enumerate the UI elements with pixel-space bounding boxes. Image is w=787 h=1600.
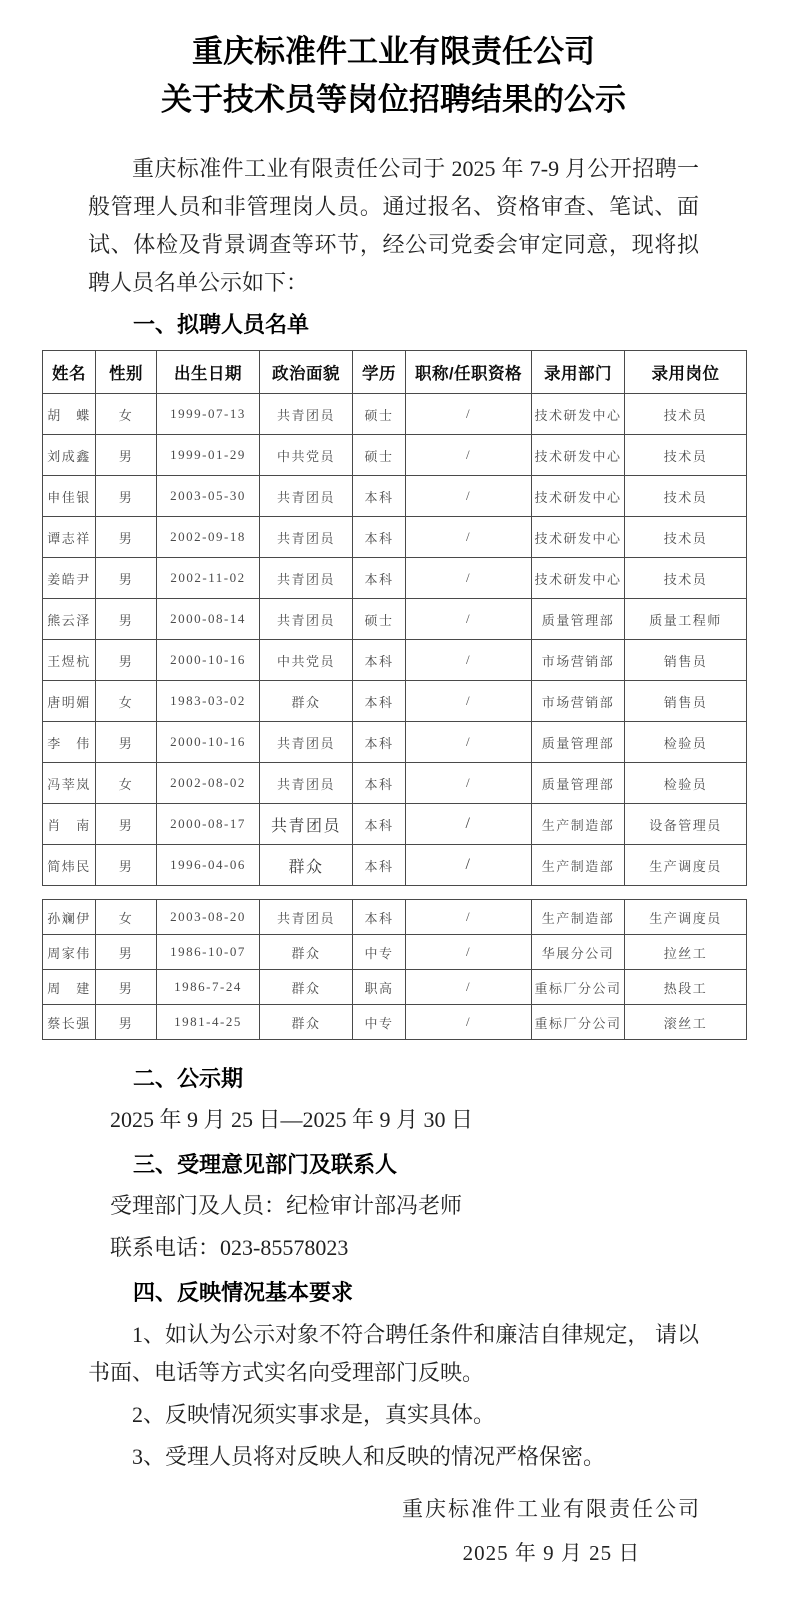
table-cell: 销售员 — [625, 681, 747, 722]
table-cell: 热段工 — [625, 970, 747, 1005]
requirement-item-2: 2、反映情况须实事求是，真实具体。 — [132, 1402, 496, 1427]
table-cell: 硕士 — [353, 394, 406, 435]
table-cell: 共青团员 — [260, 517, 353, 558]
table-cell: 本科 — [353, 804, 406, 845]
requirement-item-1: 1、如认为公示对象不符合聘任条件和廉洁自律规定， 请以书面、电话等方式实名向受理部门反映。 — [88, 1322, 699, 1385]
table-cell: 男 — [96, 722, 157, 763]
table-cell: / — [406, 970, 532, 1005]
table-cell: / — [406, 435, 532, 476]
table-cell: 技术员 — [625, 394, 747, 435]
table-cell: 1986-10-07 — [157, 935, 260, 970]
table-cell: 周 建 — [43, 970, 96, 1005]
title-line-2: 关于技术员等岗位招聘结果的公示 — [161, 82, 626, 117]
table-cell: / — [406, 722, 532, 763]
table-cell: 拉丝工 — [625, 935, 747, 970]
table-cell: 男 — [96, 970, 157, 1005]
table-cell: 2002-09-18 — [157, 517, 260, 558]
table-cell: 共青团员 — [260, 599, 353, 640]
title-line-1: 重庆标准件工业有限责任公司 — [192, 34, 595, 69]
table-cell: 蔡长强 — [43, 1005, 96, 1040]
table-cell: 生产调度员 — [625, 845, 747, 886]
table-cell: 男 — [96, 935, 157, 970]
table-cell: / — [406, 517, 532, 558]
table-header-row — [43, 351, 747, 394]
table-cell: 胡 蝶 — [43, 394, 96, 435]
table-cell: 男 — [96, 517, 157, 558]
table-cell: 孙斓伊 — [43, 900, 96, 935]
table-cell: 检验员 — [625, 763, 747, 804]
table-row — [43, 1005, 747, 1040]
table-row — [43, 970, 747, 1005]
table-row — [43, 640, 747, 681]
table-cell: 共青团员 — [260, 476, 353, 517]
table-cell: 男 — [96, 599, 157, 640]
table-cell: 技术员 — [625, 517, 747, 558]
table-cell: 技术研发中心 — [532, 558, 625, 599]
table-cell: 本科 — [353, 476, 406, 517]
table-cell: 男 — [96, 435, 157, 476]
table-cell: 冯莘岚 — [43, 763, 96, 804]
page-title — [0, 0, 787, 124]
table-cell: / — [406, 763, 532, 804]
table-cell: 刘成鑫 — [43, 435, 96, 476]
table-cell: 周家伟 — [43, 935, 96, 970]
table-header-cell: 出生日期 — [157, 351, 260, 394]
table-cell: 华展分公司 — [532, 935, 625, 970]
table-cell: 男 — [96, 845, 157, 886]
table-row — [43, 558, 747, 599]
table-cell: 肖 南 — [43, 804, 96, 845]
table-cell: 王煜杭 — [43, 640, 96, 681]
table-cell: 女 — [96, 900, 157, 935]
table-cell: 群众 — [260, 970, 353, 1005]
table-cell: 硕士 — [353, 599, 406, 640]
table-row — [43, 517, 747, 558]
table-cell: 共青团员 — [260, 394, 353, 435]
table-cell: 销售员 — [625, 640, 747, 681]
table-header-cell: 职称/任职资格 — [406, 351, 532, 394]
table-cell: 1996-04-06 — [157, 845, 260, 886]
table-cell: 1981-4-25 — [157, 1005, 260, 1040]
table-cell: 谭志祥 — [43, 517, 96, 558]
table-cell: / — [406, 900, 532, 935]
table-cell: 技术研发中心 — [532, 394, 625, 435]
table-cell: 本科 — [353, 845, 406, 886]
table-cell: 女 — [96, 681, 157, 722]
table-row — [43, 681, 747, 722]
table-cell: 技术研发中心 — [532, 476, 625, 517]
table-row — [43, 435, 747, 476]
footer-date: 2025 年 9 月 25 日 — [462, 1541, 641, 1565]
table-cell: 质量工程师 — [625, 599, 747, 640]
table-cell: 女 — [96, 763, 157, 804]
table-cell: 生产制造部 — [532, 845, 625, 886]
roster-table-part1 — [42, 350, 747, 886]
table-cell: / — [406, 804, 532, 845]
table-cell: 本科 — [353, 763, 406, 804]
table-row — [43, 900, 747, 935]
table-cell: 滚丝工 — [625, 1005, 747, 1040]
table-header-cell: 性别 — [96, 351, 157, 394]
table-cell: 职高 — [353, 970, 406, 1005]
table-cell: 群众 — [260, 1005, 353, 1040]
table-cell: 本科 — [353, 722, 406, 763]
table-cell: 本科 — [353, 517, 406, 558]
table-cell: 中专 — [353, 935, 406, 970]
table-cell: 质量管理部 — [532, 722, 625, 763]
table-cell: 重标厂分公司 — [532, 1005, 625, 1040]
table-cell: 中专 — [353, 1005, 406, 1040]
table-header-cell: 录用岗位 — [625, 351, 747, 394]
table-cell: 1999-07-13 — [157, 394, 260, 435]
table-cell: 硕士 — [353, 435, 406, 476]
table-cell: 生产调度员 — [625, 900, 747, 935]
table-cell: 2002-11-02 — [157, 558, 260, 599]
table-cell: 质量管理部 — [532, 599, 625, 640]
table-cell: 本科 — [353, 681, 406, 722]
table-cell: 共青团员 — [260, 558, 353, 599]
table-cell: 中共党员 — [260, 435, 353, 476]
requirement-item-3: 3、受理人员将对反映人和反映的情况严格保密。 — [132, 1444, 606, 1469]
table-cell: 技术员 — [625, 476, 747, 517]
table-cell: 1999-01-29 — [157, 435, 260, 476]
table-cell: / — [406, 681, 532, 722]
footer-company-name: 重庆标准件工业有限责任公司 — [402, 1497, 701, 1521]
table-cell: 本科 — [353, 558, 406, 599]
table-cell: 技术研发中心 — [532, 517, 625, 558]
table-cell: 共青团员 — [260, 804, 353, 845]
table-cell: 群众 — [260, 935, 353, 970]
table-cell: 男 — [96, 640, 157, 681]
table-cell: 唐明媚 — [43, 681, 96, 722]
table-cell: 共青团员 — [260, 763, 353, 804]
table-cell: 2000-10-16 — [157, 640, 260, 681]
table-cell: / — [406, 1005, 532, 1040]
table-cell: 2000-10-16 — [157, 722, 260, 763]
table-header-cell: 学历 — [353, 351, 406, 394]
table-cell: 男 — [96, 476, 157, 517]
table-cell: / — [406, 558, 532, 599]
table-cell: / — [406, 599, 532, 640]
table-row — [43, 804, 747, 845]
table-row — [43, 935, 747, 970]
table-row — [43, 599, 747, 640]
table-cell: / — [406, 476, 532, 517]
table-header-cell: 政治面貌 — [260, 351, 353, 394]
table-cell: 1983-03-02 — [157, 681, 260, 722]
table-cell: / — [406, 640, 532, 681]
table-cell: 男 — [96, 1005, 157, 1040]
table-cell: 简炜民 — [43, 845, 96, 886]
table-header-cell: 姓名 — [43, 351, 96, 394]
table-cell: 技术员 — [625, 435, 747, 476]
table-cell: 2002-08-02 — [157, 763, 260, 804]
section-heading-roster: 一、拟聘人员名单 — [133, 312, 310, 337]
table-cell: 群众 — [260, 681, 353, 722]
table-cell: 本科 — [353, 900, 406, 935]
table-cell: 设备管理员 — [625, 804, 747, 845]
table-cell: 男 — [96, 558, 157, 599]
table-cell: 2000-08-17 — [157, 804, 260, 845]
intro-paragraph: 重庆标准件工业有限责任公司于 2025 年 7-9 月公开招聘一般管理人员和非管理岗人员。通过报名、资格审查、笔试、面试、体检及背景调查等环节，经公司党委会审定同意，现将拟聘人员名单公示如下： — [88, 156, 699, 295]
roster-table-part2 — [42, 899, 747, 1040]
table-cell: / — [406, 845, 532, 886]
section-heading-contact: 三、受理意见部门及联系人 — [133, 1152, 398, 1177]
table-row — [43, 763, 747, 804]
table-cell: 2000-08-14 — [157, 599, 260, 640]
table-cell: 申佳银 — [43, 476, 96, 517]
table-cell: 共青团员 — [260, 900, 353, 935]
table-cell: 2003-05-30 — [157, 476, 260, 517]
table-cell: / — [406, 935, 532, 970]
table-header-cell: 录用部门 — [532, 351, 625, 394]
table-cell: 男 — [96, 804, 157, 845]
table-cell: 中共党员 — [260, 640, 353, 681]
table-cell: 女 — [96, 394, 157, 435]
table-cell: 生产制造部 — [532, 900, 625, 935]
table-cell: 质量管理部 — [532, 763, 625, 804]
signature-block — [402, 1492, 701, 1568]
table-cell: 熊云泽 — [43, 599, 96, 640]
publicity-period-dates: 2025 年 9 月 25 日—2025 年 9 月 30 日 — [110, 1107, 474, 1132]
table-cell: 姜皓尹 — [43, 558, 96, 599]
contact-department-line: 受理部门及人员：纪检审计部冯老师 — [110, 1193, 463, 1218]
contact-phone-line: 联系电话：023-85578023 — [110, 1235, 349, 1260]
section-heading-requirements: 四、反映情况基本要求 — [133, 1280, 354, 1305]
table-cell: 市场营销部 — [532, 681, 625, 722]
table-cell: 2003-08-20 — [157, 900, 260, 935]
table-cell: 1986-7-24 — [157, 970, 260, 1005]
table-row — [43, 476, 747, 517]
table-cell: / — [406, 394, 532, 435]
table-cell: 市场营销部 — [532, 640, 625, 681]
table-cell: 检验员 — [625, 722, 747, 763]
table-cell: 群众 — [260, 845, 353, 886]
table-cell: 共青团员 — [260, 722, 353, 763]
table-row — [43, 845, 747, 886]
table-row — [43, 394, 747, 435]
table-row — [43, 722, 747, 763]
table-cell: 技术研发中心 — [532, 435, 625, 476]
table-cell: 本科 — [353, 640, 406, 681]
section-heading-publicity-period: 二、公示期 — [133, 1066, 244, 1091]
table-cell: 李 伟 — [43, 722, 96, 763]
table-cell: 生产制造部 — [532, 804, 625, 845]
table-cell: 技术员 — [625, 558, 747, 599]
table-cell: 重标厂分公司 — [532, 970, 625, 1005]
